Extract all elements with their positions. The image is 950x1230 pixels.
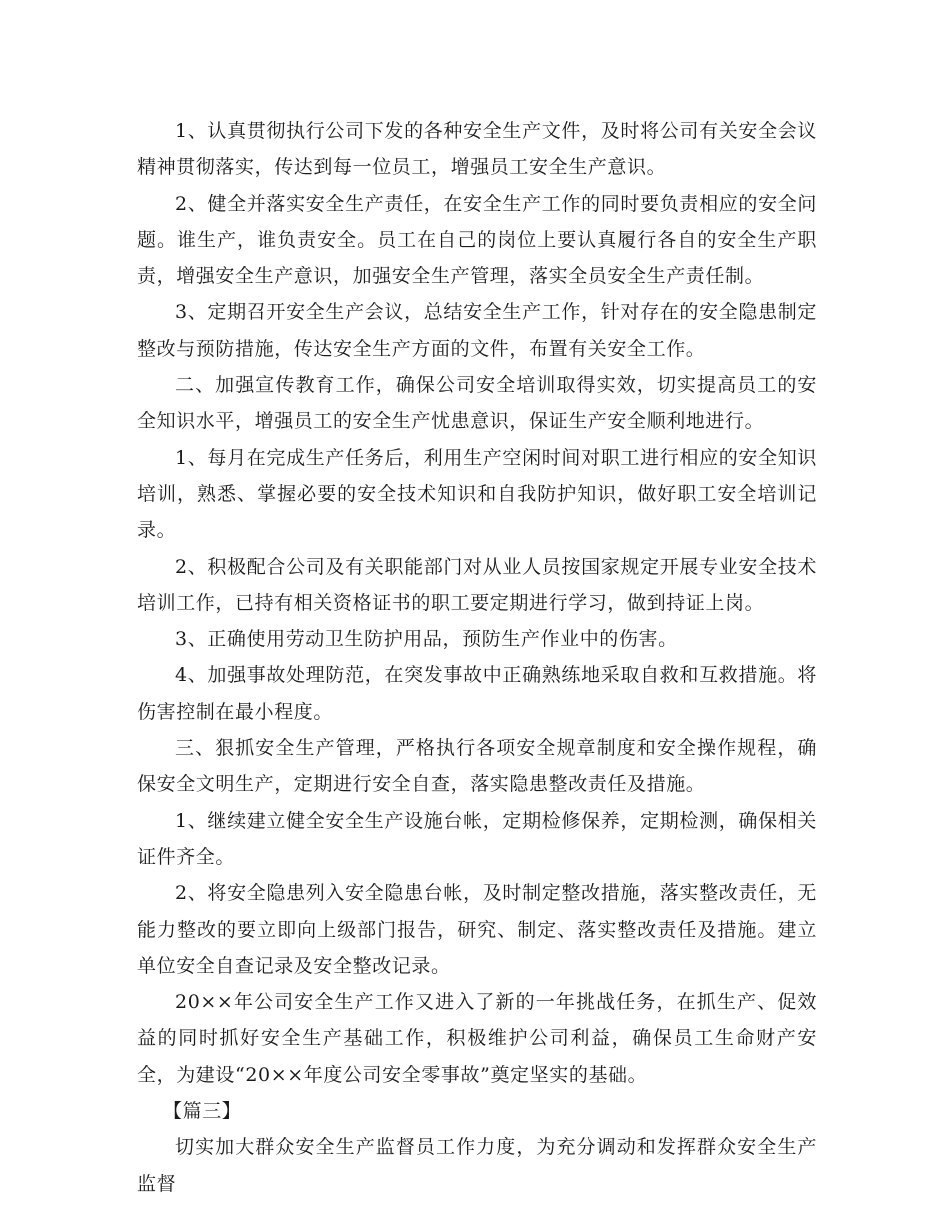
paragraph-3: 3、定期召开安全生产会议，总结安全生产工作，针对存在的安全隐患制定整改与预防措施，传达安全生产方面的文件，布置有关安全工作。 <box>137 301 817 360</box>
paragraph-6: 2、积极配合公司及有关职能部门对从业人员按国家规定开展专业安全技术培训工作，已持有相关资格证书的职工要定期进行学习，做到持证上岗。 <box>137 555 817 614</box>
section-heading: 【篇三】 <box>163 1100 242 1123</box>
paragraph-10: 1、继续建立健全安全生产设施台帐，定期检修保养，定期检测，确保相关证件齐全。 <box>137 809 817 868</box>
paragraph-5: 1、每月在完成生产任务后，利用生产空闲时间对职工进行相应的安全知识培训，熟悉、掌握必要的安全技术知识和自我防护知识，做好职工安全培训记录。 <box>137 446 817 542</box>
paragraph-4: 二、加强宣传教育工作，确保公司安全培训取得实效，切实提高员工的安全知识水平，增强员工的安全生产忧患意识，保证生产安全顺利地进行。 <box>137 374 817 433</box>
document-body <box>137 113 817 1202</box>
paragraph-9: 三、狠抓安全生产管理，严格执行各项安全规章制度和安全操作规程，确保安全文明生产，定期进行安全自查，落实隐患整改责任及措施。 <box>137 737 817 796</box>
paragraph-1: 1、认真贯彻执行公司下发的各种安全生产文件，及时将公司有关安全会议精神贯彻落实，传达到每一位员工，增强员工安全生产意识。 <box>137 120 817 179</box>
paragraph-2: 2、健全并落实安全生产责任，在安全生产工作的同时要负责相应的安全问题。谁生产，谁负责安全。员工在自己的岗位上要认真履行各自的安全生产职责，增强安全生产意识，加强安全生产管理，落实全员安全生产责任制。 <box>137 192 817 288</box>
paragraph-7: 3、正确使用劳动卫生防护用品，预防生产作业中的伤害。 <box>175 628 678 651</box>
paragraph-8: 4、加强事故处理防范，在突发事故中正确熟练地采取自救和互救措施。将伤害控制在最小程度。 <box>137 664 817 723</box>
paragraph-12: 20××年公司安全生产工作又进入了新的一年挑战任务，在抓生产、促效益的同时抓好安全生产基础工作，积极维护公司利益，确保员工生命财产安全，为建设“20××年度公司安全零事故”奠定坚实的基础。 <box>137 991 817 1086</box>
paragraph-11: 2、将安全隐患列入安全隐患台帐，及时制定整改措施，落实整改责任，无能力整改的要立即向上级部门报告，研究、制定、落实整改责任及措施。建立单位安全自查记录及安全整改记录。 <box>137 882 817 977</box>
paragraph-last: 切实加大群众安全生产监督员工作力度，为充分调动和发挥群众安全生产监督 <box>137 1136 817 1195</box>
